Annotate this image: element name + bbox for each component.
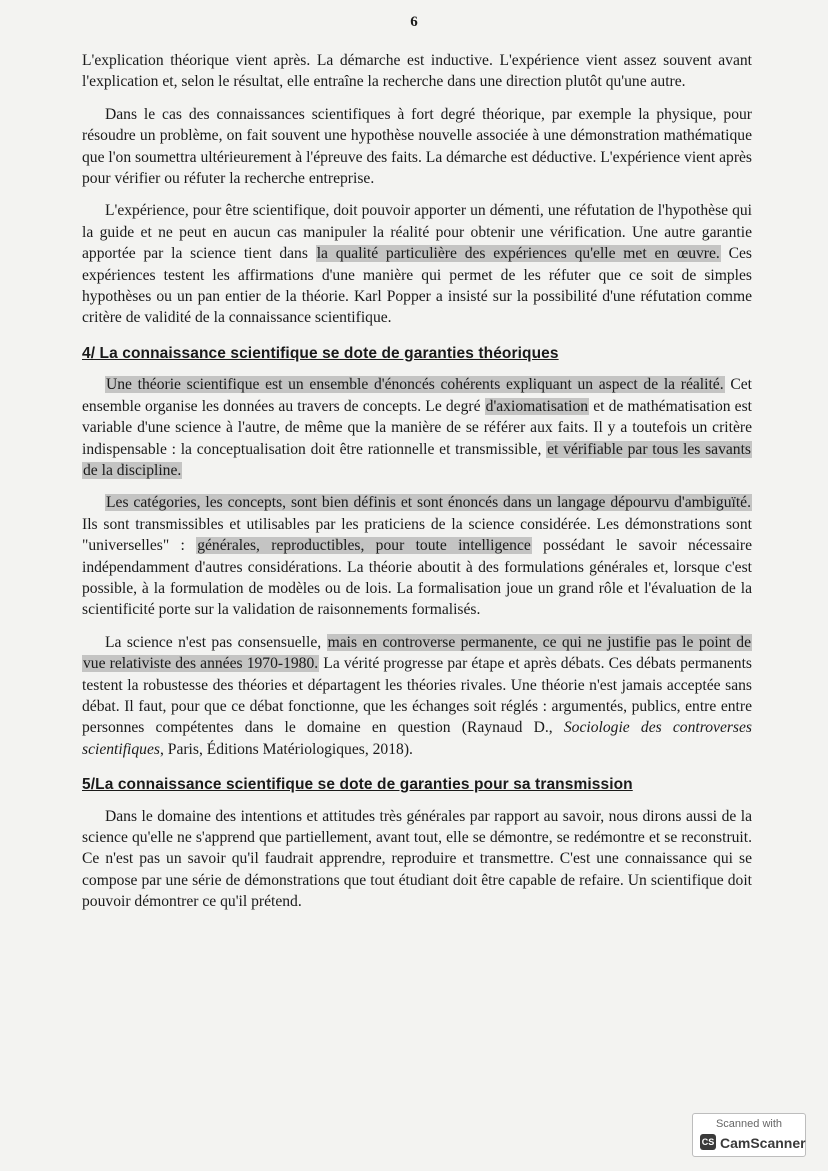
highlighted-text: générales, reproductibles, pour toute intelligence — [197, 537, 531, 555]
page-number: 6 — [410, 14, 418, 30]
section-heading-5: 5/La connaissance scientifique se dote de garanties pour sa transmission — [82, 776, 633, 794]
paragraph-3-text: Ces expériences testent les affirmations d'une manière qui permet de les réfuter que ce soit de simples hypothèses ou un pan entier de la théorie. Karl Popper a insisté sur la possibilité d'une réfutation comme critère de validité de la connaissance scientifique. — [82, 245, 752, 327]
section-heading-4: 4/ La connaissance scientifique se dote de garanties théoriques — [82, 344, 559, 362]
paragraph-5 — [82, 492, 752, 620]
paragraph-5-text: possédant le savoir nécessaire indépendamment d'autres considérations. La théorie aboutit à des formulations générales et, lorsque c'est possible, à la formulation de modèles ou de lois. La formalisation joue un grand rôle et l'évaluation de la scientificité porte sur la validation de raisonnements formalisés. — [82, 537, 753, 619]
citation-title: Sociologie des controverses scientifiques — [82, 719, 752, 758]
paragraph-7: Dans le domaine des intentions et attitudes très générales par rapport au savoir, nous dirons aussi de la science qu'elle ne s'apprend que partiellement, avant tout, elle se démontre, se redémontre et se reconstruit. Ce n'est pas un savoir qu'il faudrait apprendre, reproduire et transmettre. C'est une connaissance qui se compose par une série de démonstrations que tout étudiant doit être capable de refaire. Un scientifique doit pouvoir démontrer ce qu'il prétend. — [82, 807, 752, 911]
paragraph-3 — [82, 200, 752, 328]
paragraph-5-text: Ils sont transmissibles et utilisables par les praticiens de la science considérée. Les démonstrations sont "universelles" : — [82, 515, 752, 555]
highlighted-text: et vérifiable par tous les savants de la discipline. — [83, 440, 751, 479]
paragraph-4-text: et de mathématisation est variable d'une science à l'autre, de même que la manière de se référer aux faits. Il y a toutefois un critère indispensable : la conceptualisation doit être rationnelle et transmissible, — [82, 397, 752, 458]
camscanner-logo-icon: CS — [700, 1134, 716, 1150]
highlighted-text: la qualité particulière des expériences qu'elle met en œuvre. — [316, 245, 720, 263]
paragraph-6-text: , Paris, Éditions Matériologiques, 2018). — [159, 740, 413, 758]
highlighted-text: d'axiomatisation — [485, 397, 589, 415]
paragraph-3-text: L'expérience, pour être scientifique, doit pouvoir apporter un démenti, une réfutation de l'hypothèse qui la guide et ne peut en aucun cas manipuler la réalité pour obtenir une vérification. Une autre garantie apportée par la science tient dans — [82, 202, 752, 263]
paragraph-2: Dans le cas des connaissances scientifiques à fort degré théorique, par exemple la physique, pour résoudre un problème, on fait souvent une hypothèse nouvelle associée à une démonstration mathématique que l'on soumettra ultérieurement à l'épreuve des faits. La démarche est déductive. L'expérience vient après pour vérifier ou réfuter la recherche entreprise. — [82, 105, 753, 188]
paragraph-6-text: La science n'est pas consensuelle, — [105, 633, 327, 651]
watermark-brand: CamScanner — [720, 1135, 806, 1151]
watermark-caption: Scanned with — [715, 1118, 783, 1130]
paragraph-1: L'explication théorique vient après. La démarche est inductive. L'expérience vient assez souvent avant l'explication et, selon le résultat, elle entraîne la recherche dans une direction plutôt qu'une autre. — [82, 52, 752, 91]
camscanner-watermark — [692, 1113, 806, 1157]
document-body — [82, 50, 752, 924]
highlighted-text: Les catégories, les concepts, sont bien définis et sont énoncés dans un langage dépourvu d'ambiguïté. — [106, 494, 751, 512]
paragraph-4 — [82, 374, 752, 481]
paragraph-6-text: La vérité progresse par étape et après débats. Ces débats permanents testent la robustesse des théories et départagent les théories rivales. Une théorie n'est jamais acceptée sans débat. Il faut, pour que ce débat fonctionne, que les échanges soit réglés : argumentés, publics, entre entre personnes compétentes dans le domaine en question (Raynaud D., — [82, 655, 752, 737]
paragraph-4-text: Cet ensemble organise les données au travers de concepts. Le degré — [82, 376, 752, 415]
highlighted-text: mais en controverse permanente, ce qui ne justifie pas le point de vue relativiste des années 1970-1980. — [83, 633, 751, 673]
paragraph-6 — [82, 632, 752, 760]
highlighted-text: Une théorie scientifique est un ensemble d'énoncés cohérents expliquant un aspect de la réalité. — [106, 376, 724, 394]
